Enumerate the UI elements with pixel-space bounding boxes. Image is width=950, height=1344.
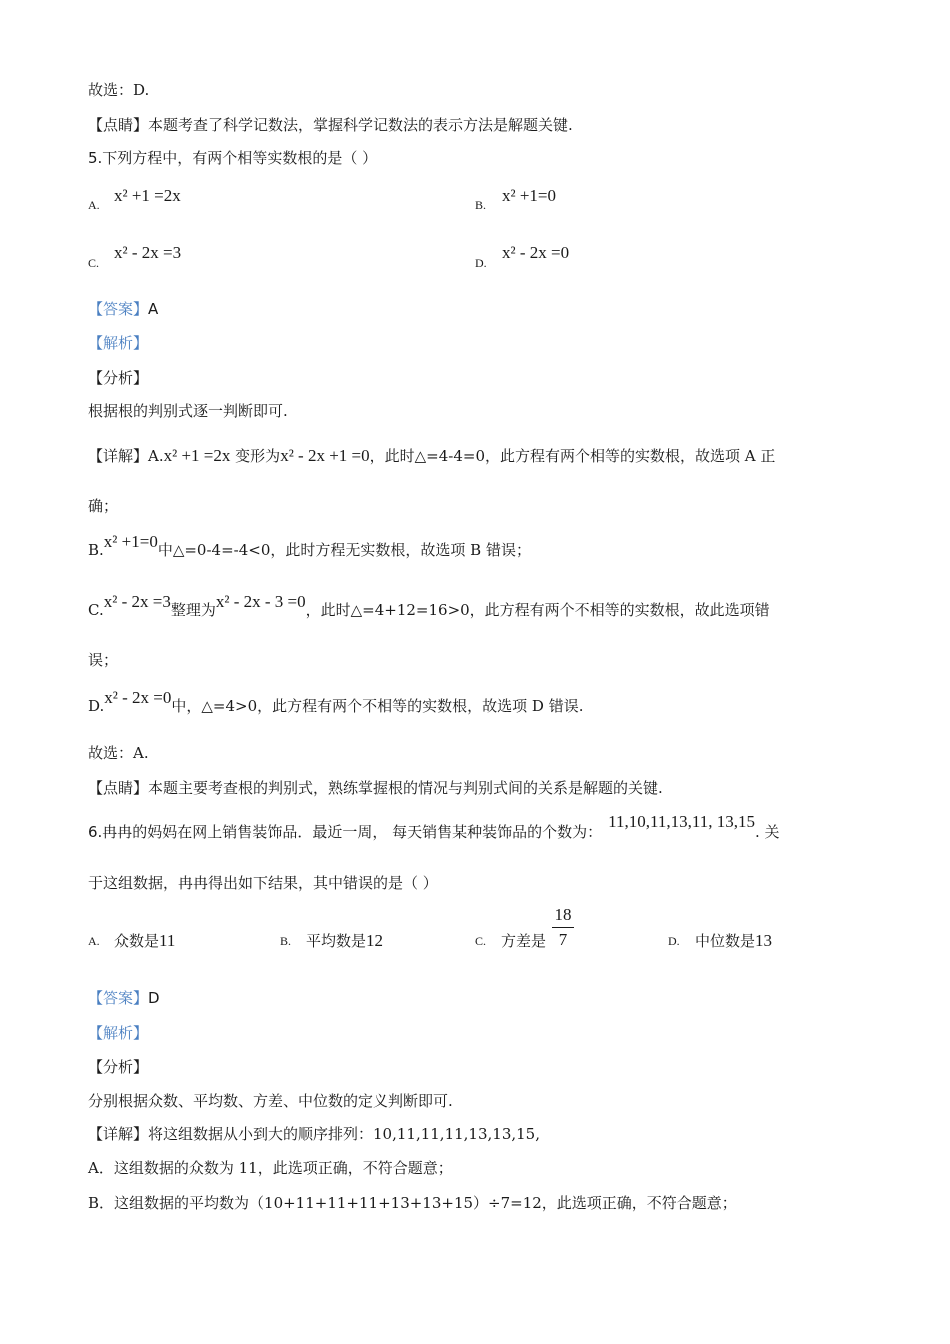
answer-label: 【答案】 (88, 300, 149, 318)
q6-stem-a: 6.冉冉的妈妈在网上销售装饰品．最近一周， 每天销售某种装饰品的个数为： (88, 823, 603, 841)
q6-option-c-label: 方差是 (501, 932, 547, 950)
q6-fenxi-text: 分别根据众数、平均数、方差、中位数的定义判断即可. (88, 1092, 453, 1110)
q6-option-b-text (306, 931, 383, 951)
q5-fenxi-text: 根据根的判别式逐一判断即可. (88, 402, 288, 420)
question-6-stem-cont: 于这组数据，冉冉得出如下结果，其中错误的是（ ） (88, 874, 438, 892)
q5-detail-c (88, 592, 770, 620)
q5-fenxi-label: 【分析】 (88, 369, 149, 387)
q6-data-sequence: 11,10,11,13,11, 13,15 (608, 812, 755, 831)
q5-option-a-equation: x² +1 =2x (114, 186, 181, 205)
question-5-stem: 5.下列方程中，有两个相等实数根的是（ ） (88, 149, 378, 167)
q6-option-d-text (695, 931, 772, 951)
q5-dianjing: 【点睛】本题主要考查根的判别式，熟练掌握根的情况与判别式间的关系是解题的关键. (88, 779, 663, 797)
fraction-bar (552, 927, 574, 928)
detail-a-prefix: 【详解】A. (88, 447, 164, 465)
q5-detail-d (88, 688, 584, 716)
option-a-value: 11 (159, 931, 176, 950)
detail-b-prefix: B. (88, 541, 104, 559)
q5-option-c-letter: C. (88, 256, 100, 270)
option-b-value: 12 (366, 931, 384, 950)
answer-value: A (148, 300, 159, 318)
q6-option-a-letter: A. (88, 934, 100, 948)
option-d-label: 中位数是 (695, 932, 756, 950)
detail-c-mid: 整理为 (170, 601, 216, 619)
detail-d-prefix: D. (88, 697, 105, 715)
q5-choose: 故选：A. (88, 744, 149, 762)
detail-c-tail: ，此时△=4+12=16>0，此方程有两个不相等的实数根，故此选项错 (305, 601, 770, 619)
q6-detail-1: 【详解】将这组数据从小到大的顺序排列：10,11,11,11,13,13,15, (88, 1125, 540, 1143)
q5-option-b-letter: B. (475, 198, 487, 212)
q6-stem-b: . 关 (754, 823, 780, 841)
detail-c-eq1: x² - 2x =3 (103, 592, 171, 611)
q6-fenxi-label: 【分析】 (88, 1058, 149, 1076)
detail-a-eq2: x² - 2x +1 =0 (280, 446, 370, 465)
q5-option-c-equation: x² - 2x =3 (114, 243, 182, 262)
q5-detail-c-cont: 误； (88, 651, 119, 669)
option-d-value: 13 (755, 931, 773, 950)
q6-detail-3: B．这组数据的平均数为（10+11+11+11+13+13+15）÷7=12，此选项正确，不符合题意； (88, 1194, 737, 1212)
answer-label: 【答案】 (88, 989, 149, 1007)
detail-a-tail: ，此时△=4-4=0，此方程有两个相等的实数根，故选项 A 正 (369, 447, 776, 465)
q5-option-a-letter: A. (88, 198, 100, 212)
fraction-numerator: 18 (554, 905, 572, 924)
option-a-label: 众数是 (114, 932, 160, 950)
q6-option-c-letter: C. (475, 934, 487, 948)
prev-remark-line: 【点睛】本题考查了科学记数法，掌握科学记数法的表示方法是解题关键. (88, 116, 573, 134)
detail-b-tail: 中△=0-4=-4<0，此时方程无实数根，故选项 B 错误； (157, 541, 531, 559)
detail-a-mid: 变形为 (235, 447, 281, 465)
detail-c-eq2: x² - 2x - 3 =0 (215, 592, 306, 611)
detail-a-eq1: x² +1 =2x (163, 446, 231, 465)
detail-c-prefix: C. (88, 601, 104, 619)
q5-option-b-equation: x² +1=0 (502, 186, 557, 205)
prev-answer-line: 故选：D. (88, 81, 150, 99)
q6-option-b-letter: B. (280, 934, 292, 948)
q5-detail-a-cont: 确； (88, 497, 119, 515)
q5-detail-b (88, 532, 531, 560)
q6-option-a-text (114, 931, 175, 951)
detail-b-eq: x² +1=0 (103, 532, 158, 551)
q6-jiexi-label: 【解析】 (88, 1024, 149, 1042)
q6-detail-2: A．这组数据的众数为 11，此选项正确，不符合题意； (88, 1159, 453, 1177)
option-b-label: 平均数是 (306, 932, 367, 950)
question-6-stem (88, 812, 780, 842)
detail-d-eq: x² - 2x =0 (104, 688, 172, 707)
q5-jiexi-label: 【解析】 (88, 334, 149, 352)
answer-value: D (148, 989, 160, 1007)
detail-d-tail: 中，△=4>0，此方程有两个不相等的实数根，故选项 D 错误. (171, 697, 584, 715)
q6-answer (88, 988, 160, 1008)
q5-detail-a (88, 446, 775, 466)
q5-option-d-equation: x² - 2x =0 (502, 243, 570, 262)
fraction-denominator: 7 (558, 930, 568, 949)
q5-answer (88, 299, 158, 319)
q6-option-d-letter: D. (668, 934, 680, 948)
q6-option-c-fraction (552, 905, 574, 950)
q5-option-d-letter: D. (475, 256, 487, 270)
